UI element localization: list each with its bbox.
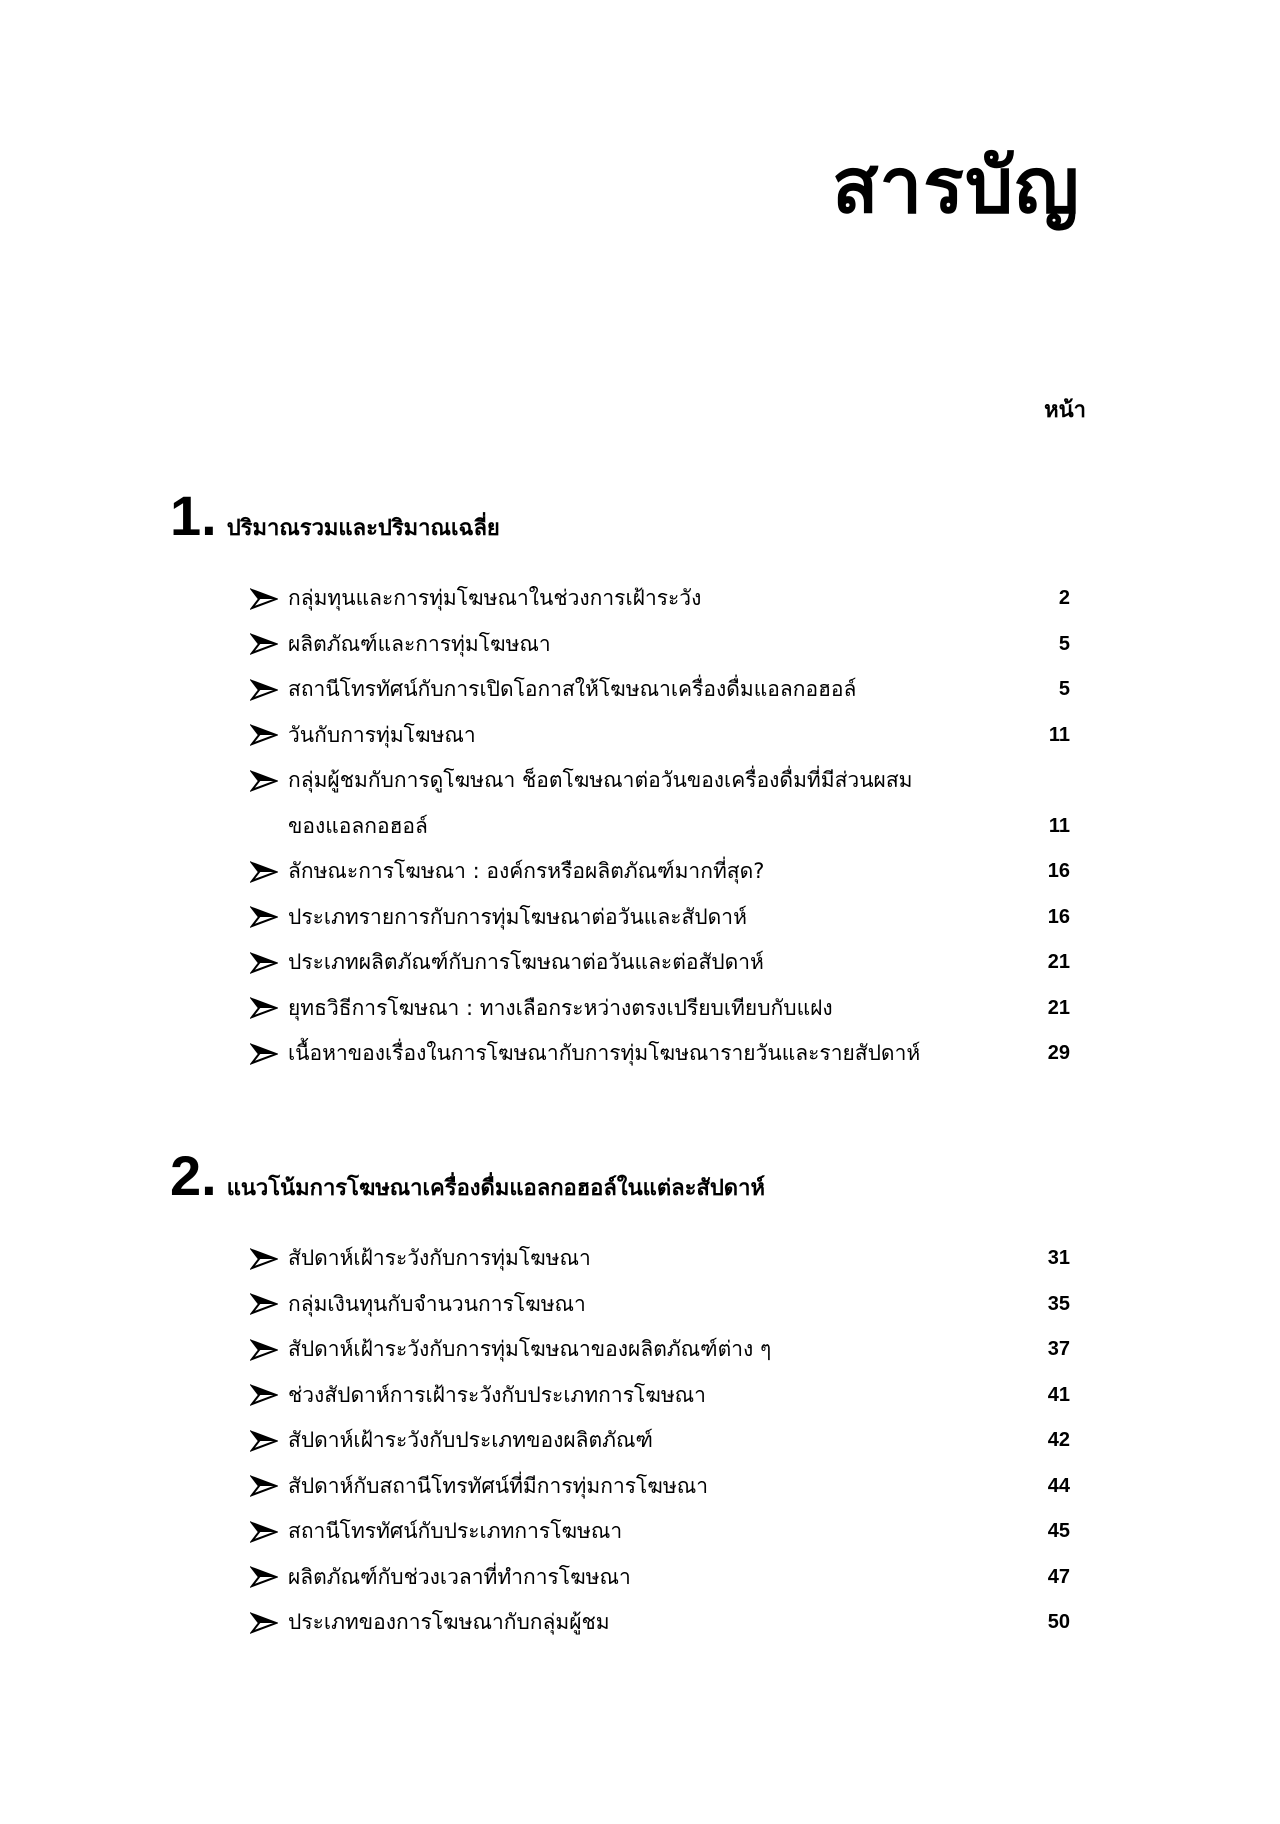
toc-entry-label-line: สถานีโทรทัศน์กับการเปิดโอกาสให้โฆษณาเครื่องดื่มแอลกอฮอล์: [288, 677, 857, 701]
toc-page-number: 35: [1047, 1292, 1070, 1315]
toc-page-number: 31: [1047, 1247, 1070, 1269]
toc-page-number: 5: [1058, 678, 1070, 700]
arrow-bullet-icon: [250, 1555, 288, 1601]
arrow-bullet-icon: [250, 667, 288, 713]
page-title: สารบัญ: [832, 141, 1080, 230]
toc-entry[interactable]: [250, 622, 1070, 668]
toc-entry-label: [288, 1282, 1010, 1328]
toc-entry-label: [288, 1509, 1010, 1555]
toc-page-number: 44: [1047, 1474, 1070, 1497]
toc-entry-label: [288, 713, 1010, 759]
toc-entry-label: [288, 940, 1010, 986]
arrow-bullet-icon: [250, 713, 288, 759]
arrow-bullet-icon: [250, 1282, 288, 1328]
section-number: 2.: [170, 1144, 217, 1207]
toc-entry-label-line: ประเภทผลิตภัณฑ์กับการโฆษณาต่อวันและต่อสัปดาห์: [288, 950, 764, 974]
toc-entry-label-line: ประเภทของการโฆษณากับกลุ่มผู้ชม: [288, 1610, 610, 1634]
toc-page-number: 5: [1058, 632, 1070, 655]
toc-entry[interactable]: [250, 713, 1070, 759]
toc-page-number: 29: [1047, 1042, 1070, 1064]
toc-entry-label-line: ของแอลกอฮอล์: [288, 813, 428, 838]
toc-entry-label-line: กลุ่มผู้ชมกับการดูโฆษณา ช็อตโฆษณาต่อวันของเครื่องดื่มที่มีส่วนผสม: [288, 768, 913, 792]
toc-entry-label-line: วันกับการทุ่มโฆษณา: [288, 722, 476, 747]
toc-entry-label-line: ช่วงสัปดาห์การเฝ้าระวังกับประเภทการโฆษณา: [288, 1382, 706, 1407]
toc-entry-label: [288, 986, 1010, 1032]
toc-page-number: 37: [1047, 1338, 1070, 1360]
arrow-bullet-icon: [250, 1327, 288, 1373]
toc-entry-label: [288, 1600, 1010, 1646]
toc-page-number: 47: [1047, 1565, 1070, 1588]
toc-entry-label: [288, 1464, 1010, 1510]
toc-entry[interactable]: [250, 895, 1070, 941]
toc-entry-label-line: สัปดาห์เฝ้าระวังกับการทุ่มโฆษณาของผลิตภัณฑ์ต่าง ๆ: [288, 1337, 772, 1361]
toc-entry-label: [288, 1327, 1010, 1373]
toc-page-number: 2: [1058, 587, 1070, 609]
toc-entry[interactable]: [250, 1555, 1070, 1601]
arrow-bullet-icon: [250, 1373, 288, 1419]
toc-entry-label: [288, 1236, 1010, 1282]
arrow-bullet-icon: [250, 849, 288, 895]
arrow-bullet-icon: [250, 1464, 288, 1510]
toc-entry-label: [288, 1418, 1010, 1464]
toc-page-number: 16: [1047, 905, 1070, 928]
arrow-bullet-icon: [250, 622, 288, 668]
toc-entry-label: [288, 1373, 1010, 1419]
toc-entry[interactable]: [250, 940, 1070, 986]
toc-entry-label-line: สัปดาห์กับสถานีโทรทัศน์ที่มีการทุ่มการโฆษณา: [288, 1473, 708, 1498]
toc-entry[interactable]: [250, 667, 1070, 713]
toc-entry-list: [250, 1236, 1070, 1646]
section-title: แนวโน้มการโฆษณาเครื่องดื่มแอลกอฮอล์ในแต่ละสัปดาห์: [226, 1176, 765, 1201]
toc-entry[interactable]: [250, 1373, 1070, 1419]
toc-entry[interactable]: [250, 758, 1070, 849]
toc-entry-label-line: กลุ่มทุนและการทุ่มโฆษณาในช่วงการเฝ้าระวัง: [288, 586, 702, 610]
toc-section-2: [170, 1144, 1100, 1634]
toc-entry[interactable]: [250, 1418, 1070, 1464]
toc-entry-label: [288, 576, 1010, 622]
toc-page-number: 45: [1047, 1520, 1070, 1542]
toc-entry[interactable]: [250, 1600, 1070, 1646]
toc-entry[interactable]: [250, 849, 1070, 895]
arrow-bullet-icon: [250, 940, 288, 986]
toc-entry[interactable]: [250, 1327, 1070, 1373]
arrow-bullet-icon: [250, 758, 288, 804]
toc-entry-label-line: ประเภทรายการกับการทุ่มโฆษณาต่อวันและสัปดาห์: [288, 904, 747, 929]
section-heading: [170, 1144, 1100, 1212]
toc-entry[interactable]: [250, 986, 1070, 1032]
toc-entry-label-line: ผลิตภัณฑ์กับช่วงเวลาที่ทำการโฆษณา: [288, 1564, 631, 1589]
toc-entry[interactable]: [250, 1236, 1070, 1282]
toc-page-number: 42: [1047, 1429, 1070, 1451]
section-number: 1.: [170, 484, 217, 547]
arrow-bullet-icon: [250, 576, 288, 622]
toc-page-number: 16: [1047, 860, 1070, 882]
toc-entry-label: [288, 758, 1010, 849]
toc-entry-label-line: ลักษณะการโฆษณา : องค์กรหรือผลิตภัณฑ์มากที่สุด?: [288, 859, 765, 883]
section-title: ปริมาณรวมและปริมาณเฉลี่ย: [226, 516, 500, 541]
toc-entry-label: [288, 895, 1010, 941]
section-heading: [170, 484, 1100, 552]
arrow-bullet-icon: [250, 1031, 288, 1077]
toc-entry[interactable]: [250, 1464, 1070, 1510]
toc-entry-label-line: ยุทธวิธีการโฆษณา : ทางเลือกระหว่างตรงเปรียบเทียบกับแฝง: [288, 995, 833, 1020]
toc-entry[interactable]: [250, 1031, 1070, 1077]
page-column-header: หน้า: [1044, 398, 1086, 423]
toc-entry-label-line: ผลิตภัณฑ์และการทุ่มโฆษณา: [288, 631, 551, 656]
toc-entry-label: [288, 849, 1010, 895]
toc-entry-label-line: สัปดาห์เฝ้าระวังกับประเภทของผลิตภัณฑ์: [288, 1428, 653, 1452]
toc-entry-label-line: กลุ่มเงินทุนกับจำนวนการโฆษณา: [288, 1291, 586, 1316]
toc-page-number: 21: [1047, 951, 1070, 973]
toc-page-number: 11: [1048, 814, 1070, 837]
toc-entry[interactable]: [250, 1282, 1070, 1328]
toc-section-1: [170, 484, 1100, 1065]
toc-page-number: 11: [1048, 723, 1070, 746]
toc-entry-label-line: สถานีโทรทัศน์กับประเภทการโฆษณา: [288, 1519, 623, 1543]
toc-page-number: 50: [1047, 1611, 1070, 1633]
toc-page-number: 21: [1047, 996, 1070, 1019]
toc-entry-label: [288, 1555, 1010, 1601]
arrow-bullet-icon: [250, 1509, 288, 1555]
toc-entry-label: [288, 1031, 1010, 1077]
toc-entry-label-line: เนื้อหาของเรื่องในการโฆษณากับการทุ่มโฆษณารายวันและรายสัปดาห์: [288, 1041, 921, 1065]
toc-entry[interactable]: [250, 576, 1070, 622]
toc-entry[interactable]: [250, 1509, 1070, 1555]
toc-entry-label-line: สัปดาห์เฝ้าระวังกับการทุ่มโฆษณา: [288, 1246, 591, 1270]
toc-page-number: 41: [1047, 1383, 1070, 1406]
toc-entry-list: [250, 576, 1070, 1077]
arrow-bullet-icon: [250, 1600, 288, 1646]
arrow-bullet-icon: [250, 1418, 288, 1464]
arrow-bullet-icon: [250, 895, 288, 941]
arrow-bullet-icon: [250, 986, 288, 1032]
toc-entry-label: [288, 622, 1010, 668]
arrow-bullet-icon: [250, 1236, 288, 1282]
toc-entry-label: [288, 667, 1010, 713]
